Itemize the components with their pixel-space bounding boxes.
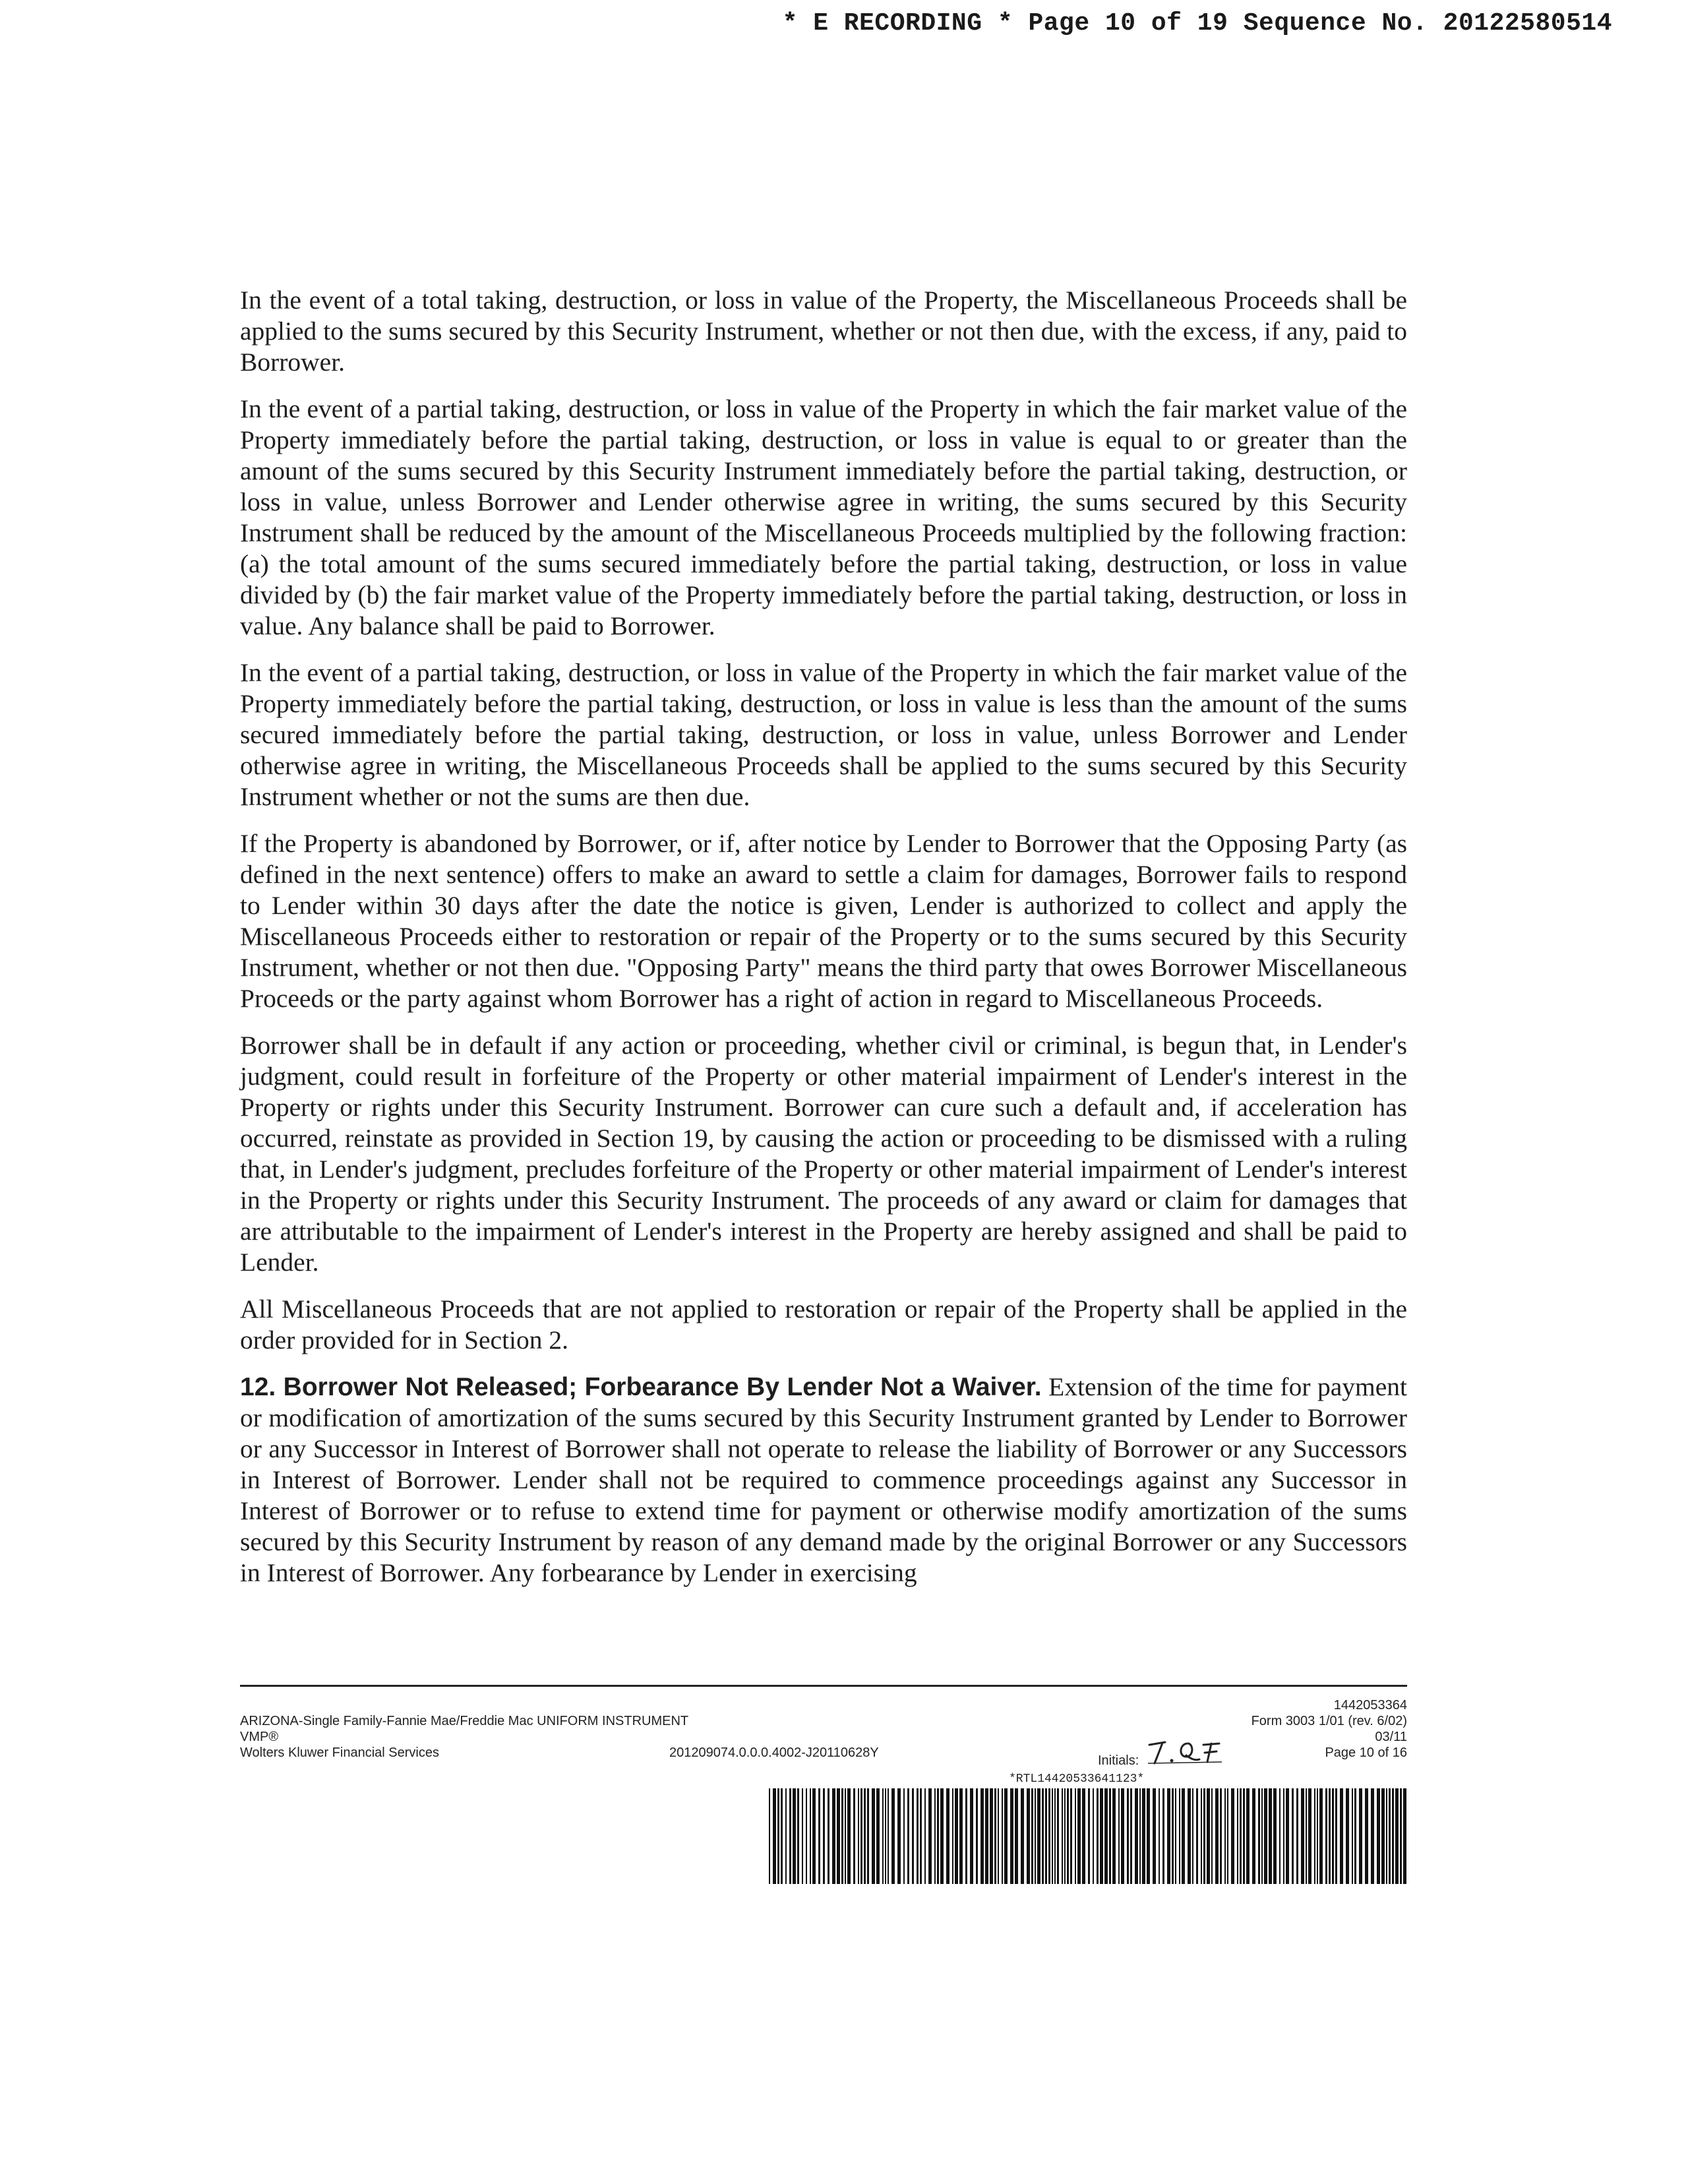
footer-publisher: Wolters Kluwer Financial Services <box>240 1745 439 1760</box>
paragraph-misc-proceeds-order: All Miscellaneous Proceeds that are not applied to restoration or repair of the Property shall be applied in the order provided for in Section 2. <box>240 1294 1407 1354</box>
section-12-paragraph <box>240 1372 1407 1589</box>
footer-form-number: Form 3003 1/01 (rev. 6/02) <box>1251 1714 1407 1728</box>
recording-header: * E RECORDING * Page 10 of 19 Sequence No. 20122580514 <box>782 9 1612 38</box>
document-body <box>240 285 1407 1604</box>
initials-signature <box>1145 1736 1224 1769</box>
footer-doc-code: 201209074.0.0.0.4002-J20110628Y <box>669 1745 879 1760</box>
footer-instrument-name: ARIZONA-Single Family-Fannie Mae/Freddie Mac UNIFORM INSTRUMENT <box>240 1714 689 1728</box>
paragraph-total-taking: In the event of a total taking, destruction, or loss in value of the Property, the Miscellaneous Proceeds shall be applied to the sums secured by this Security Instrument, whether or not then due, with the excess, if any, paid to Borrower. <box>240 286 1407 377</box>
paragraph-borrower-default: Borrower shall be in default if any action or proceeding, whether civil or criminal, is begun that, in Lender's judgment, could result in forfeiture of the Property or other material impairment of Lender's interest in the Property or rights under this Security Instrument. Borrower can cure such a default and, if acceleration has occurred, reinstate as provided in Section 19, by causing the action or proceeding to be dismissed with a ruling that, in Lender's judgment, precludes forfeiture of the Property or other material impairment of Lender's interest in the Property or rights under this Security Instrument. The proceeds of any award or claim for damages that are attributable to the impairment of Lender's interest in the Property are hereby assigned and shall be paid to Lender. <box>240 1031 1407 1277</box>
footer-page-number: Page 10 of 16 <box>1325 1745 1407 1760</box>
footer-loan-number: 1442053364 <box>1333 1698 1407 1713</box>
barcode-image <box>769 1788 1407 1884</box>
paragraph-partial-taking-greater: In the event of a partial taking, destruction, or loss in value of the Property in which the fair market value of the Property immediately before the partial taking, destruction, or loss in value is equal to or greater than the amount of the sums secured by this Security Instrument immediately before the partial taking, destruction, or loss in value, unless Borrower and Lender otherwise agree in writing, the sums secured by this Security Instrument shall be reduced by the amount of the Miscellaneous Proceeds multiplied by the following fraction: (a) the total amount of the sums secured immediately before the partial taking, destruction, or loss in value divided by (b) the fair market value of the Property immediately before the partial taking, destruction, or loss in value. Any balance shall be paid to Borrower. <box>240 394 1407 640</box>
initials-field <box>1098 1736 1224 1769</box>
footer-vmp: VMP® <box>240 1730 279 1744</box>
paragraph-partial-taking-less: In the event of a partial taking, destruction, or loss in value of the Property in which the fair market value of the Property immediately before the partial taking, destruction, or loss in value is less than the amount of the sums secured immediately before the partial taking, destruction, or loss in value, unless Borrower and Lender otherwise agree in writing, the Miscellaneous Proceeds shall be applied to the sums secured by this Security Instrument whether or not the sums are then due. <box>240 658 1407 811</box>
barcode-caption: *RTL14420533641123* <box>1009 1773 1145 1786</box>
footer-revision-date: 03/11 <box>1375 1730 1407 1744</box>
initials-label: Initials: <box>1098 1753 1139 1768</box>
footer-divider <box>240 1685 1407 1687</box>
footer-form-details <box>1251 1697 1407 1761</box>
section-12-heading: 12. Borrower Not Released; Forbearance By Lender Not a Waiver. <box>240 1373 1042 1401</box>
paragraph-abandoned-property: If the Property is abandoned by Borrower, or if, after notice by Lender to Borrower that the Opposing Party (as defined in the next sentence) offers to make an award to settle a claim for damages, Borrower fails to respond to Lender within 30 days after the date the notice is given, Lender is authorized to collect and apply the Miscellaneous Proceeds either to restoration or repair of the Property or to the sums secured by this Security Instrument, whether or not then due. "Opposing Party" means the third party that owes Borrower Miscellaneous Proceeds or the party against whom Borrower has a right of action in regard to Miscellaneous Proceeds. <box>240 829 1407 1013</box>
footer-form-info <box>240 1713 688 1761</box>
section-12-text: Extension of the time for payment or modification of amortization of the sums secured by this Security Instrument granted by Lender to Borrower or any Successor in Interest of Borrower shall not operate to release the liability of Borrower or any Successors in Interest of Borrower. Lender shall not be required to commence proceedings against any Successor in Interest of Borrower or to refuse to extend time for payment or otherwise modify amortization of the sums secured by this Security Instrument by reason of any demand made by the original Borrower or any Successors in Interest of Borrower. Any forbearance by Lender in exercising <box>240 1372 1407 1587</box>
